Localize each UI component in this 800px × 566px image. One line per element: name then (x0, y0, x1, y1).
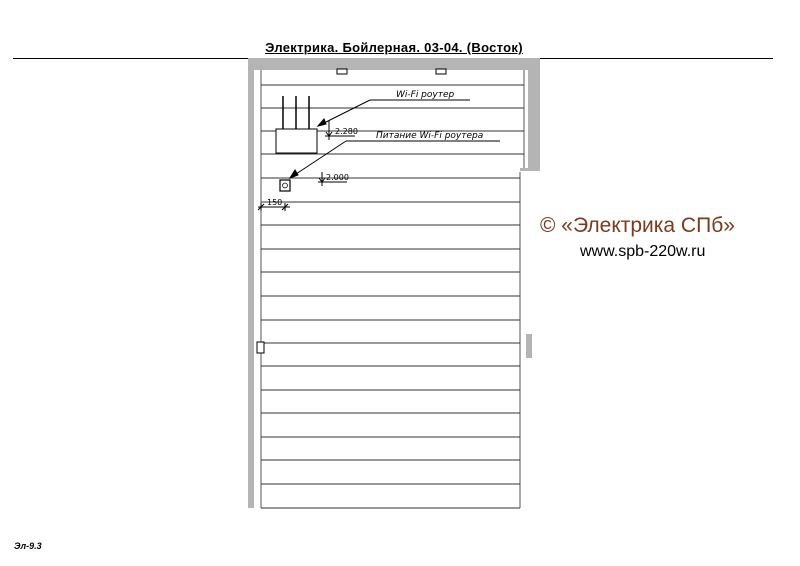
offset-label: 150 (267, 198, 283, 207)
ceiling-fixture-right (436, 69, 446, 74)
site-url-watermark: www.spb-220w.ru (580, 243, 706, 260)
sheet-number: Эл-9.3 (14, 541, 42, 551)
power-callout: Питание Wi-Fi роутера (376, 131, 484, 141)
power-socket-icon (280, 180, 290, 191)
door-handle-icon (257, 342, 264, 353)
copyright-watermark: © «Электрика СПб» (540, 214, 735, 237)
router-height-label: 2.280 (335, 127, 358, 136)
socket-height-label: 2.000 (326, 173, 349, 182)
router-callout: Wi-Fi роутер (396, 90, 455, 100)
ceiling-fixture-left (337, 69, 347, 74)
drawing-title: Электрика. Бойлерная. 03-04. (Восток) (265, 40, 523, 55)
right-wall-upper (528, 70, 540, 168)
ceiling-wall (254, 58, 540, 70)
left-wall (248, 58, 254, 508)
right-wall-step (520, 168, 540, 171)
wifi-router-icon (276, 96, 317, 153)
door-frame-marker (526, 334, 532, 358)
router-leader (318, 100, 470, 126)
